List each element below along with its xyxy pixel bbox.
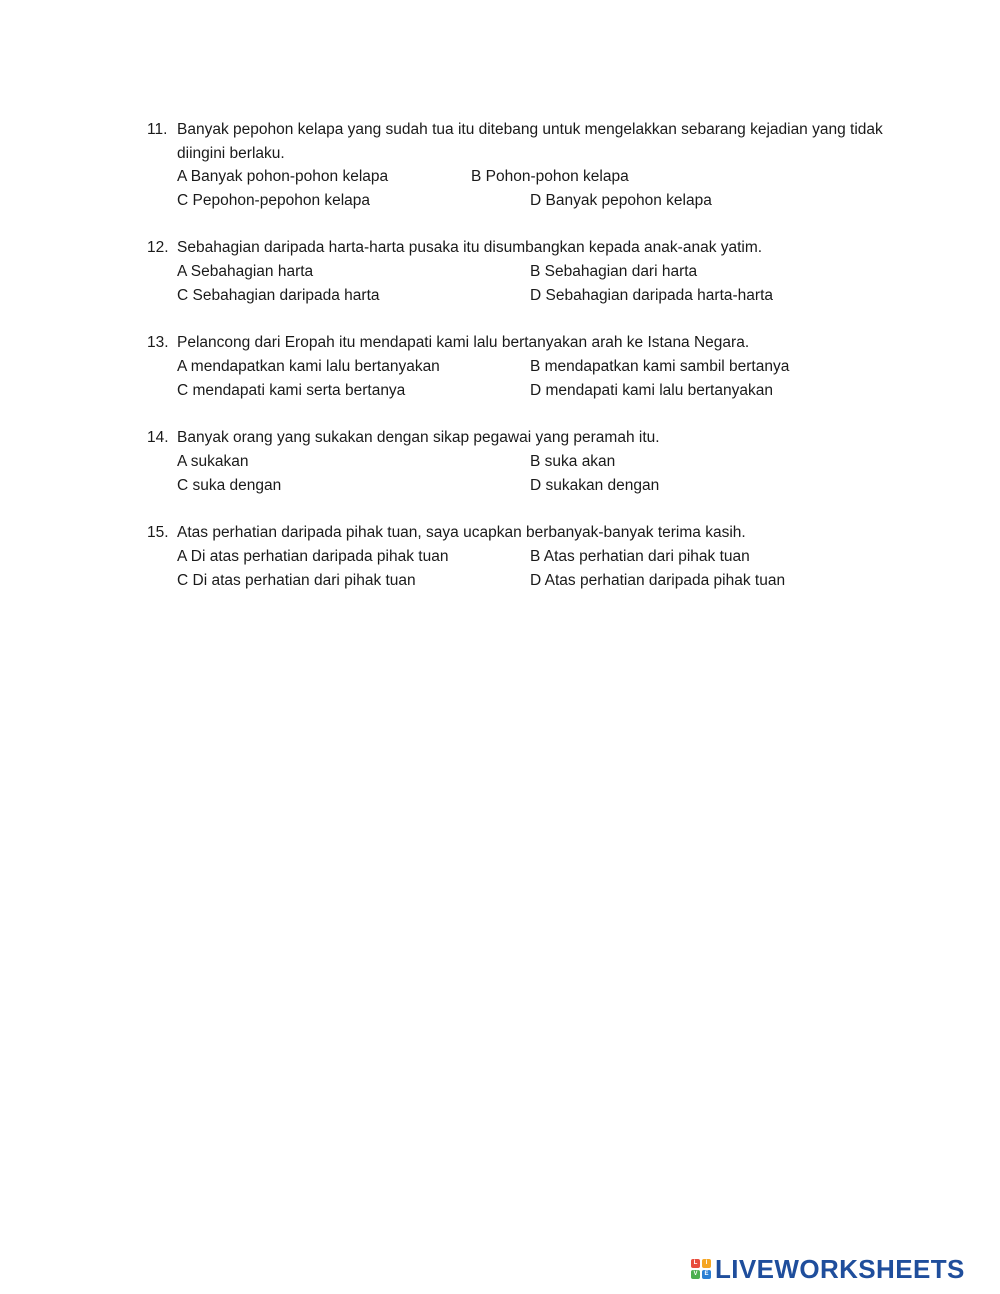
option-a: A sukakan	[177, 453, 249, 470]
badge-letter: E	[702, 1270, 711, 1279]
option-c: C suka dengan	[177, 477, 282, 494]
option-d: D Atas perhatian daripada pihak tuan	[530, 572, 786, 589]
question-number: 14.	[147, 429, 169, 446]
question-stem: Sebahagian daripada harta-harta pusaka itu disumbangkan kepada anak-anak yatim.	[177, 239, 763, 256]
option-b: B Pohon-pohon kelapa	[471, 168, 629, 185]
badge-letter: V	[691, 1270, 700, 1279]
logo-badge-icon	[691, 1259, 711, 1279]
option-a: A Di atas perhatian daripada pihak tuan	[177, 548, 449, 565]
logo-text: LIVEWORKSHEETS	[715, 1253, 965, 1284]
question-stem: Atas perhatian daripada pihak tuan, saya ucapkan berbanyak-banyak terima kasih.	[177, 524, 746, 541]
question-number: 13.	[147, 334, 169, 351]
option-b: B Atas perhatian dari pihak tuan	[530, 548, 750, 565]
option-d: D mendapati kami lalu bertanyakan	[530, 382, 773, 399]
badge-letter: I	[702, 1259, 711, 1268]
option-a: A Banyak pohon-pohon kelapa	[177, 168, 389, 185]
question-stem: Banyak pepohon kelapa yang sudah tua itu ditebang untuk mengelakkan sebarang kejadian yang tidak diingini berlaku.	[177, 121, 883, 162]
option-d: D Sebahagian daripada harta-harta	[530, 287, 774, 304]
liveworksheets-logo	[691, 1254, 965, 1284]
option-c: C Di atas perhatian dari pihak tuan	[177, 572, 416, 589]
question-number: 12.	[147, 239, 169, 256]
badge-letter: L	[691, 1259, 700, 1268]
question-stem: Pelancong dari Eropah itu mendapati kami lalu bertanyakan arah ke Istana Negara.	[177, 334, 750, 351]
question-number: 15.	[147, 524, 169, 541]
question-number: 11.	[147, 121, 168, 138]
option-a: A mendapatkan kami lalu bertanyakan	[177, 358, 440, 375]
option-c: C Sebahagian daripada harta	[177, 287, 380, 304]
option-c: C mendapati kami serta bertanya	[177, 382, 406, 399]
option-b: B Sebahagian dari harta	[530, 263, 698, 280]
option-c: C Pepohon-pepohon kelapa	[177, 192, 371, 209]
option-a: A Sebahagian harta	[177, 263, 314, 280]
question-stem: Banyak orang yang sukakan dengan sikap pegawai yang peramah itu.	[177, 429, 660, 446]
option-d: D sukakan dengan	[530, 477, 660, 494]
option-d: D Banyak pepohon kelapa	[530, 192, 712, 209]
option-b: B suka akan	[530, 453, 616, 470]
option-b: B mendapatkan kami sambil bertanya	[530, 358, 790, 375]
